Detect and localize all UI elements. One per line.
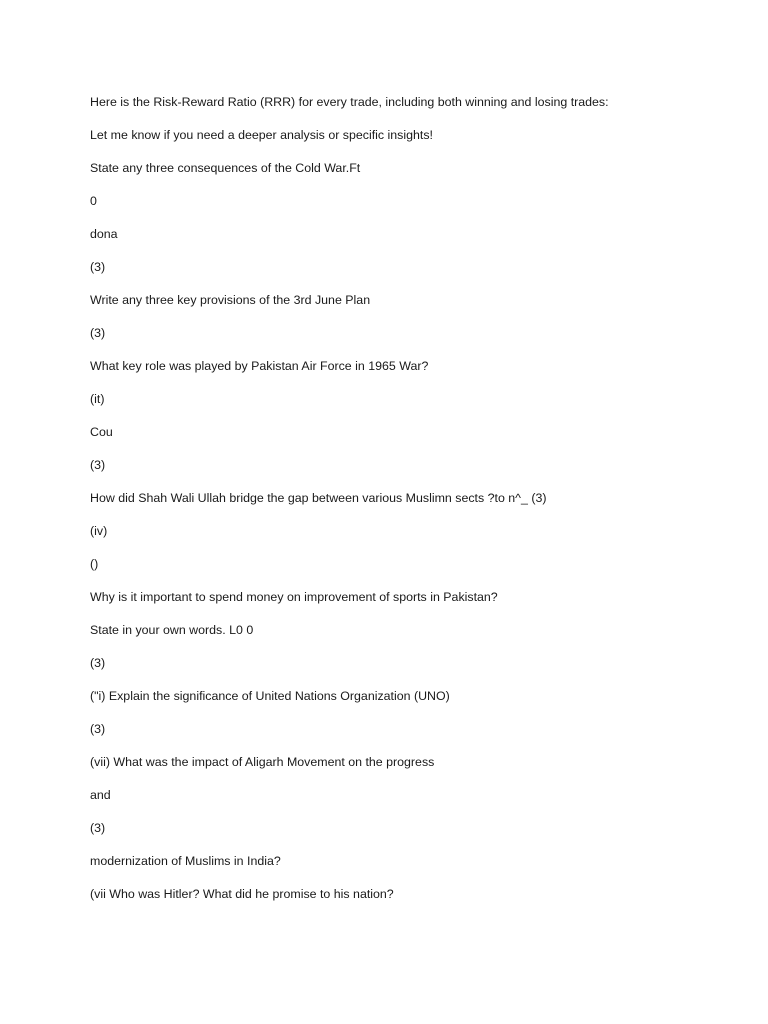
text-line: State in your own words. L0 0 bbox=[90, 623, 254, 637]
text-line: (3) bbox=[90, 326, 106, 340]
text-line: dona bbox=[90, 227, 118, 241]
text-line: (3) bbox=[90, 260, 106, 274]
text-line: (3) bbox=[90, 722, 106, 736]
document-body bbox=[90, 92, 730, 917]
text-line: Write any three key provisions of the 3rd June Plan bbox=[90, 293, 371, 307]
text-line: modernization of Muslims in India? bbox=[90, 854, 281, 868]
text-line: (it) bbox=[90, 392, 105, 406]
text-line: Cou bbox=[90, 425, 113, 439]
text-line: State any three consequences of the Cold War.Ft bbox=[90, 161, 361, 175]
text-line: () bbox=[90, 557, 99, 571]
text-line: (3) bbox=[90, 458, 106, 472]
text-line: (iv) bbox=[90, 524, 108, 538]
text-line: (vii) What was the impact of Aligarh Movement on the progress bbox=[90, 755, 435, 769]
text-line: (3) bbox=[90, 656, 106, 670]
text-line: and bbox=[90, 788, 111, 802]
text-line: 0 bbox=[90, 194, 97, 208]
text-line: Let me know if you need a deeper analysis or specific insights! bbox=[90, 128, 433, 142]
text-line: Here is the Risk-Reward Ratio (RRR) for every trade, including both winning and losing trades: bbox=[90, 95, 609, 109]
text-line: ("i) Explain the significance of United Nations Organization (UNO) bbox=[90, 689, 450, 703]
text-line: (vii Who was Hitler? What did he promise to his nation? bbox=[90, 887, 394, 901]
text-line: Why is it important to spend money on improvement of sports in Pakistan? bbox=[90, 590, 498, 604]
text-line: (3) bbox=[90, 821, 106, 835]
text-line: What key role was played by Pakistan Air Force in 1965 War? bbox=[90, 359, 429, 373]
text-line: How did Shah Wali Ullah bridge the gap between various Muslimn sects ?to n^_ (3) bbox=[90, 491, 547, 505]
